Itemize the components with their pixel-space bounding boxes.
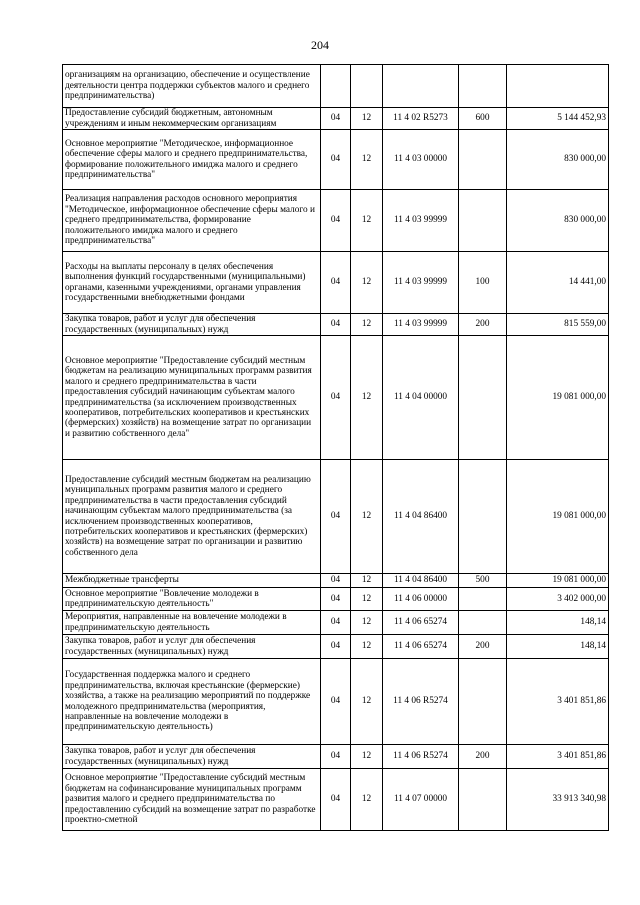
cell-section: 04 (321, 745, 351, 769)
cell-target-article: 11 4 06 R5274 (383, 659, 459, 745)
cell-section: 04 (321, 108, 351, 130)
cell-target-article: 11 4 03 00000 (383, 130, 459, 190)
cell-expense-type: 200 (459, 745, 507, 769)
cell-subsection (351, 65, 383, 108)
cell-name: Мероприятия, направленные на вовлечение молодежи в предпринимательскую деятельность (63, 611, 321, 635)
cell-expense-type (459, 460, 507, 574)
cell-section: 04 (321, 314, 351, 336)
table-row (63, 769, 609, 831)
cell-target-article: 11 4 06 00000 (383, 588, 459, 611)
cell-expense-type: 600 (459, 108, 507, 130)
cell-subsection: 12 (351, 252, 383, 314)
table-row (63, 460, 609, 574)
cell-amount: 3 401 851,86 (507, 745, 609, 769)
cell-subsection: 12 (351, 314, 383, 336)
table-row (63, 252, 609, 314)
cell-target-article: 11 4 04 86400 (383, 574, 459, 588)
cell-amount: 3 402 000,00 (507, 588, 609, 611)
cell-section (321, 65, 351, 108)
cell-section: 04 (321, 460, 351, 574)
cell-name: Основное мероприятие "Предоставление субсидий местным бюджетам на реализацию муниципальных программ развития малого и среднего предпринимательства в части предоставления субсидий начинающим субъектам малого предпринимательства (за исключением производственных кооперативов, потребительских кооперативов и крестьянских (фермерских) хозяйств) на возмещение затрат по организации и развитию собственного дела" (63, 336, 321, 460)
cell-expense-type: 200 (459, 314, 507, 336)
cell-name: Закупка товаров, работ и услуг для обеспечения государственных (муниципальных) нужд (63, 314, 321, 336)
cell-expense-type (459, 611, 507, 635)
cell-amount: 830 000,00 (507, 190, 609, 252)
cell-amount: 5 144 452,93 (507, 108, 609, 130)
cell-target-article: 11 4 04 00000 (383, 336, 459, 460)
cell-amount: 3 401 851,86 (507, 659, 609, 745)
cell-target-article: 11 4 06 R5274 (383, 745, 459, 769)
cell-subsection: 12 (351, 460, 383, 574)
cell-target-article: 11 4 03 99999 (383, 314, 459, 336)
cell-amount: 14 441,00 (507, 252, 609, 314)
cell-name: Реализация направления расходов основного мероприятия "Методическое, информационное обеспечение сферы малого и среднего предпринимательства, формирование положительного имиджа малого и среднего предпринимательства" (63, 190, 321, 252)
cell-subsection: 12 (351, 108, 383, 130)
cell-section: 04 (321, 574, 351, 588)
cell-amount: 33 913 340,98 (507, 769, 609, 831)
cell-subsection: 12 (351, 635, 383, 659)
cell-section: 04 (321, 190, 351, 252)
table-row (63, 314, 609, 336)
cell-amount (507, 65, 609, 108)
cell-target-article: 11 4 06 65274 (383, 635, 459, 659)
cell-section: 04 (321, 130, 351, 190)
cell-subsection: 12 (351, 611, 383, 635)
cell-section: 04 (321, 588, 351, 611)
cell-subsection: 12 (351, 574, 383, 588)
table-row (63, 635, 609, 659)
cell-expense-type (459, 588, 507, 611)
cell-name: Межбюджетные трансферты (63, 574, 321, 588)
table-row (63, 130, 609, 190)
table-row (63, 588, 609, 611)
table-row (63, 336, 609, 460)
page-number: 204 (311, 38, 329, 52)
cell-expense-type (459, 130, 507, 190)
cell-target-article: 11 4 03 99999 (383, 190, 459, 252)
cell-target-article: 11 4 03 99999 (383, 252, 459, 314)
table-row (63, 659, 609, 745)
table-row (63, 190, 609, 252)
cell-name: Расходы на выплаты персоналу в целях обеспечения выполнения функций государственными (муниципальными) органами, казенными учреждениями, органами управления государственными внебюджетными фондами (63, 252, 321, 314)
budget-table (62, 64, 609, 831)
cell-target-article: 11 4 06 65274 (383, 611, 459, 635)
cell-expense-type: 100 (459, 252, 507, 314)
cell-subsection: 12 (351, 659, 383, 745)
cell-section: 04 (321, 769, 351, 831)
cell-name: Основное мероприятие "Вовлечение молодежи в предпринимательскую деятельность" (63, 588, 321, 611)
cell-subsection: 12 (351, 769, 383, 831)
cell-section: 04 (321, 611, 351, 635)
cell-amount: 148,14 (507, 635, 609, 659)
cell-amount: 19 081 000,00 (507, 336, 609, 460)
cell-expense-type (459, 65, 507, 108)
cell-section: 04 (321, 252, 351, 314)
table-row (63, 65, 609, 108)
table-row (63, 745, 609, 769)
budget-table-body (63, 65, 609, 831)
cell-name: Закупка товаров, работ и услуг для обеспечения государственных (муниципальных) нужд (63, 745, 321, 769)
table-row (63, 108, 609, 130)
cell-target-article (383, 65, 459, 108)
cell-subsection: 12 (351, 745, 383, 769)
cell-subsection: 12 (351, 588, 383, 611)
cell-section: 04 (321, 336, 351, 460)
cell-amount: 148,14 (507, 611, 609, 635)
cell-expense-type: 500 (459, 574, 507, 588)
cell-expense-type: 200 (459, 635, 507, 659)
cell-target-article: 11 4 07 00000 (383, 769, 459, 831)
cell-amount: 19 081 000,00 (507, 574, 609, 588)
cell-name: Основное мероприятие "Методическое, информационное обеспечение сферы малого и среднего предпринимательства, формирование положительного имиджа малого и среднего предпринимательства" (63, 130, 321, 190)
cell-target-article: 11 4 04 86400 (383, 460, 459, 574)
cell-expense-type (459, 336, 507, 460)
cell-subsection: 12 (351, 130, 383, 190)
cell-name: Закупка товаров, работ и услуг для обеспечения государственных (муниципальных) нужд (63, 635, 321, 659)
cell-name: организациям на организацию, обеспечение и осуществление деятельности центра поддержки субъектов малого и среднего предпринимательства) (63, 65, 321, 108)
table-row (63, 574, 609, 588)
cell-target-article: 11 4 02 R5273 (383, 108, 459, 130)
cell-name: Государственная поддержка малого и среднего предпринимательства, включая крестьянские (фермерские) хозяйства, а также на реализацию мероприятий по поддержке молодежного предпринимательства (мероприятия, направленные на вовлечение молодежи в предпринимательскую деятельность) (63, 659, 321, 745)
cell-amount: 830 000,00 (507, 130, 609, 190)
cell-name: Предоставление субсидий бюджетным, автономным учреждениям и иным некоммерческим организациям (63, 108, 321, 130)
cell-name: Предоставление субсидий местным бюджетам на реализацию муниципальных программ развития малого и среднего предпринимательства в части предоставления субсидий начинающим субъектам малого предпринимательства (за исключением производственных кооперативов, потребительских кооперативов и крестьянских (фермерских) хозяйств) на возмещение затрат по организации и развитию собственного дела (63, 460, 321, 574)
cell-expense-type (459, 659, 507, 745)
cell-name: Основное мероприятие "Предоставление субсидий местным бюджетам на софинансирование муниципальных программ развития малого и среднего предпринимательства по предоставлению субсидий на возмещение затрат по разработке проектно-сметной (63, 769, 321, 831)
cell-subsection: 12 (351, 336, 383, 460)
cell-expense-type (459, 769, 507, 831)
cell-section: 04 (321, 659, 351, 745)
cell-expense-type (459, 190, 507, 252)
cell-subsection: 12 (351, 190, 383, 252)
cell-amount: 815 559,00 (507, 314, 609, 336)
table-row (63, 611, 609, 635)
cell-amount: 19 081 000,00 (507, 460, 609, 574)
cell-section: 04 (321, 635, 351, 659)
